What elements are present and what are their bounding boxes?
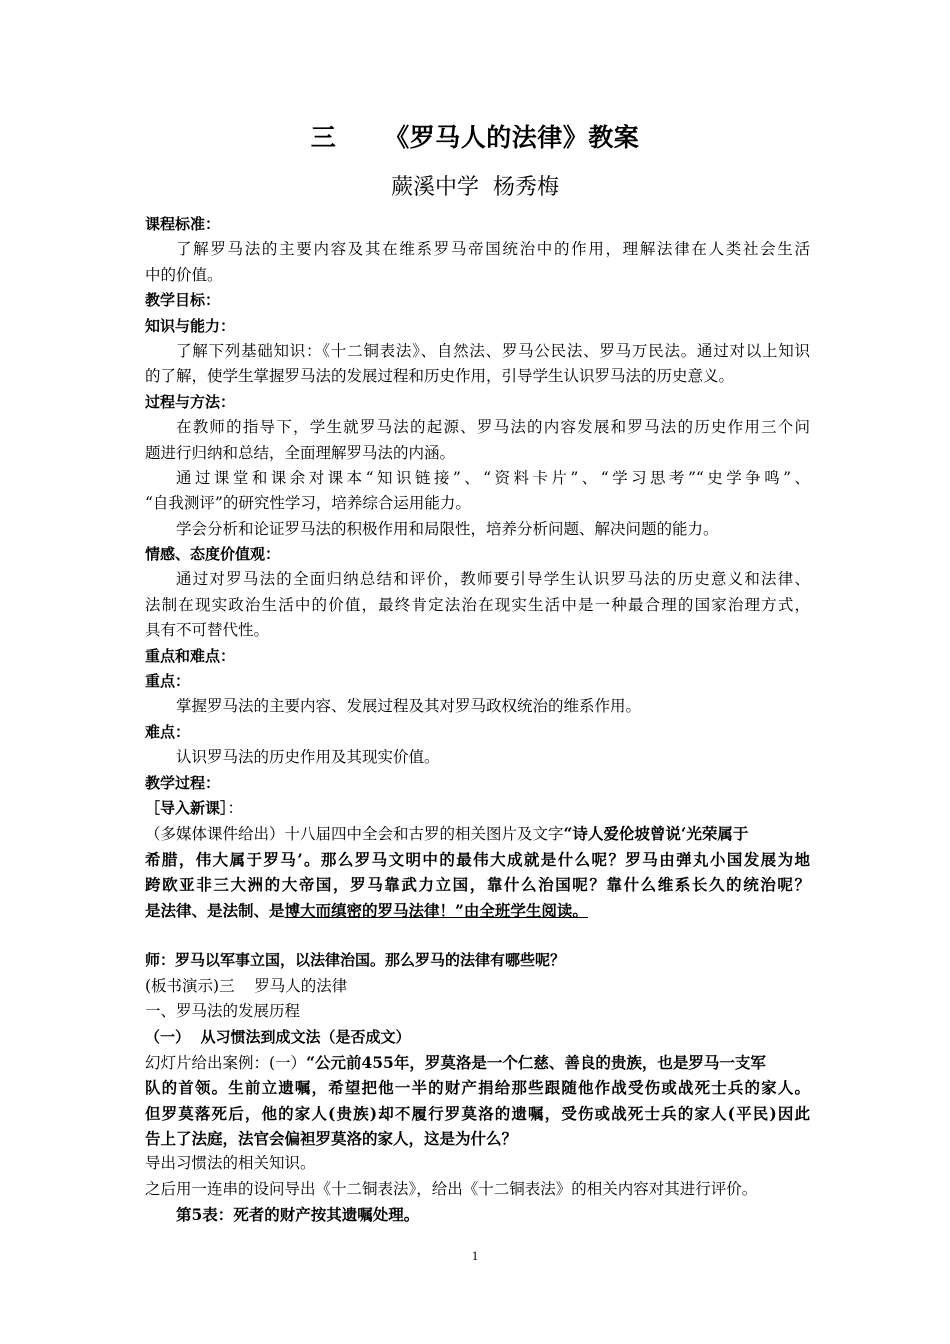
intro-text-plain: （多媒体课件给出）十八届四中全会和古罗的相关图片及文字 — [145, 825, 564, 844]
paragraph-line: 了解罗马法的主要内容及其在维系罗马帝国统治中的作用，理解法律在人类社会生活 — [176, 240, 810, 259]
paragraph-line: “自我测评”的研究性学习，培养综合运用能力。 — [145, 494, 471, 513]
paragraph-line: 题进行归纳和总结，全面理解罗马法的内涵。 — [145, 443, 456, 462]
document-body — [145, 212, 810, 1228]
heading-key-difficult: 重点和难点： — [145, 646, 236, 665]
paragraph-line — [145, 1050, 810, 1075]
paragraph-line — [145, 821, 810, 846]
heading-teaching-process: 教学过程： — [145, 773, 221, 792]
heading-course-standard: 课程标准： — [145, 215, 221, 233]
heading-emotion-values: 情感、态度价值观： — [145, 545, 281, 564]
paragraph-line: 掌握罗马法的主要内容、发展过程及其对罗马政权统治的维系作用。 — [176, 697, 642, 716]
intro-text-bold: 是法律、是法制、是 — [145, 900, 285, 920]
case-quote-start: “公元前455年，罗莫洛是一个仁慈、善良的贵族，也是罗马一支军 — [306, 1052, 766, 1072]
paragraph-line: 第5表：死者的财产按其遗嘱处理。 — [176, 1205, 420, 1225]
paragraph-line: 队的首领。生前立遗嘱，希望把他一半的财产捐给那些跟随他作战受伤或战死士兵的家人。 — [145, 1078, 810, 1098]
paragraph-line: 具有不可替代性。 — [145, 621, 270, 640]
intro-heading — [145, 796, 810, 821]
board-note: (板书演示)三 罗马人的法律 — [145, 976, 348, 995]
heading-knowledge-ability: 知识与能力： — [145, 316, 236, 335]
case-intro: 幻灯片给出案例：(一） — [145, 1053, 307, 1072]
page-title — [0, 118, 950, 154]
paragraph-line: 在教师的指导下，学生就罗马法的起源、罗马法的内容发展和罗马法的历史作用三个问 — [176, 418, 810, 437]
heading-difficult: 难点： — [145, 722, 191, 741]
paragraph-line: 希腊，伟大属于罗马’。那么罗马文明中的最伟大成就是什么呢？罗马由弹丸小国发展为地 — [145, 849, 810, 869]
paragraph-line: 通过对罗马法的全面归纳总结和评价，教师要引导学生认识罗马法的历史意义和法律、 — [176, 570, 810, 589]
part-heading: 一、罗马法的发展历程 — [145, 1002, 301, 1021]
author-line: 蕨溪中学 杨秀梅 — [391, 175, 559, 200]
intro-label: ［导入新课］ — [145, 798, 228, 817]
paragraph-line: 告上了法庭，法官会偏袒罗莫洛的家人，这是为什么？ — [145, 1129, 518, 1149]
intro-underlined: 博大而缜密的罗马法律！”由全班学生阅读。 — [284, 900, 588, 920]
paragraph-line — [145, 898, 810, 923]
intro-quote-start: “诗人爱伦坡曾说‘光荣属于 — [563, 824, 749, 844]
paragraph-line: 通过课堂和课余对课本“知识链接”、“资料卡片”、“学习思考”“史学争鸣”、 — [176, 468, 810, 487]
teacher-question: 师：罗马以军事立国，以法律治国。那么罗马的法律有哪些呢？ — [145, 951, 566, 970]
heading-key: 重点： — [145, 672, 191, 691]
blank-line — [145, 923, 810, 948]
paragraph-line: 的了解，使学生掌握罗马法的发展过程和历史作用，引导学生认识罗马法的历史意义。 — [145, 367, 735, 386]
intro-colon: ： — [227, 798, 244, 817]
paragraph-line: 跨欧亚非三大洲的大帝国，罗马靠武力立国，靠什么治国呢？靠什么维系长久的统治呢？ — [145, 875, 810, 895]
paragraph-line: 中的价值。 — [145, 265, 223, 284]
paragraph-line: 导出习惯法的相关知识。 — [145, 1154, 316, 1173]
heading-process-method: 过程与方法： — [145, 392, 236, 411]
title-number: 三 — [310, 123, 337, 152]
paragraph-line: 但罗莫落死后，他的家人(贵族)却不履行罗莫洛的遗嘱，受伤或战死士兵的家人(平民)因此 — [145, 1103, 810, 1123]
sub-heading: （一） 从习惯法到成文法（是否成文） — [145, 1027, 411, 1046]
paragraph-line: 之后用一连串的设问导出《十二铜表法》，给出《十二铜表法》的相关内容对其进行评价。 — [145, 1179, 758, 1198]
paragraph-line: 法制在现实政治生活中的价值，最终肯定法治在现实生活中是一种最合理的国家治理方式， — [145, 595, 810, 614]
title-text: 《罗马人的法律》教案 — [384, 123, 640, 152]
paragraph-line: 了解下列基础知识：《十二铜表法》、自然法、罗马公民法、罗马万民法。通过对以上知识 — [176, 341, 810, 360]
heading-teaching-goals: 教学目标： — [145, 291, 221, 310]
paragraph-line: 认识罗马法的历史作用及其现实价值。 — [176, 748, 440, 767]
paragraph-line: 学会分析和论证罗马法的积极作用和局限性，培养分析问题、解决问题的能力。 — [176, 519, 719, 538]
page-number: 1 — [471, 1248, 479, 1263]
